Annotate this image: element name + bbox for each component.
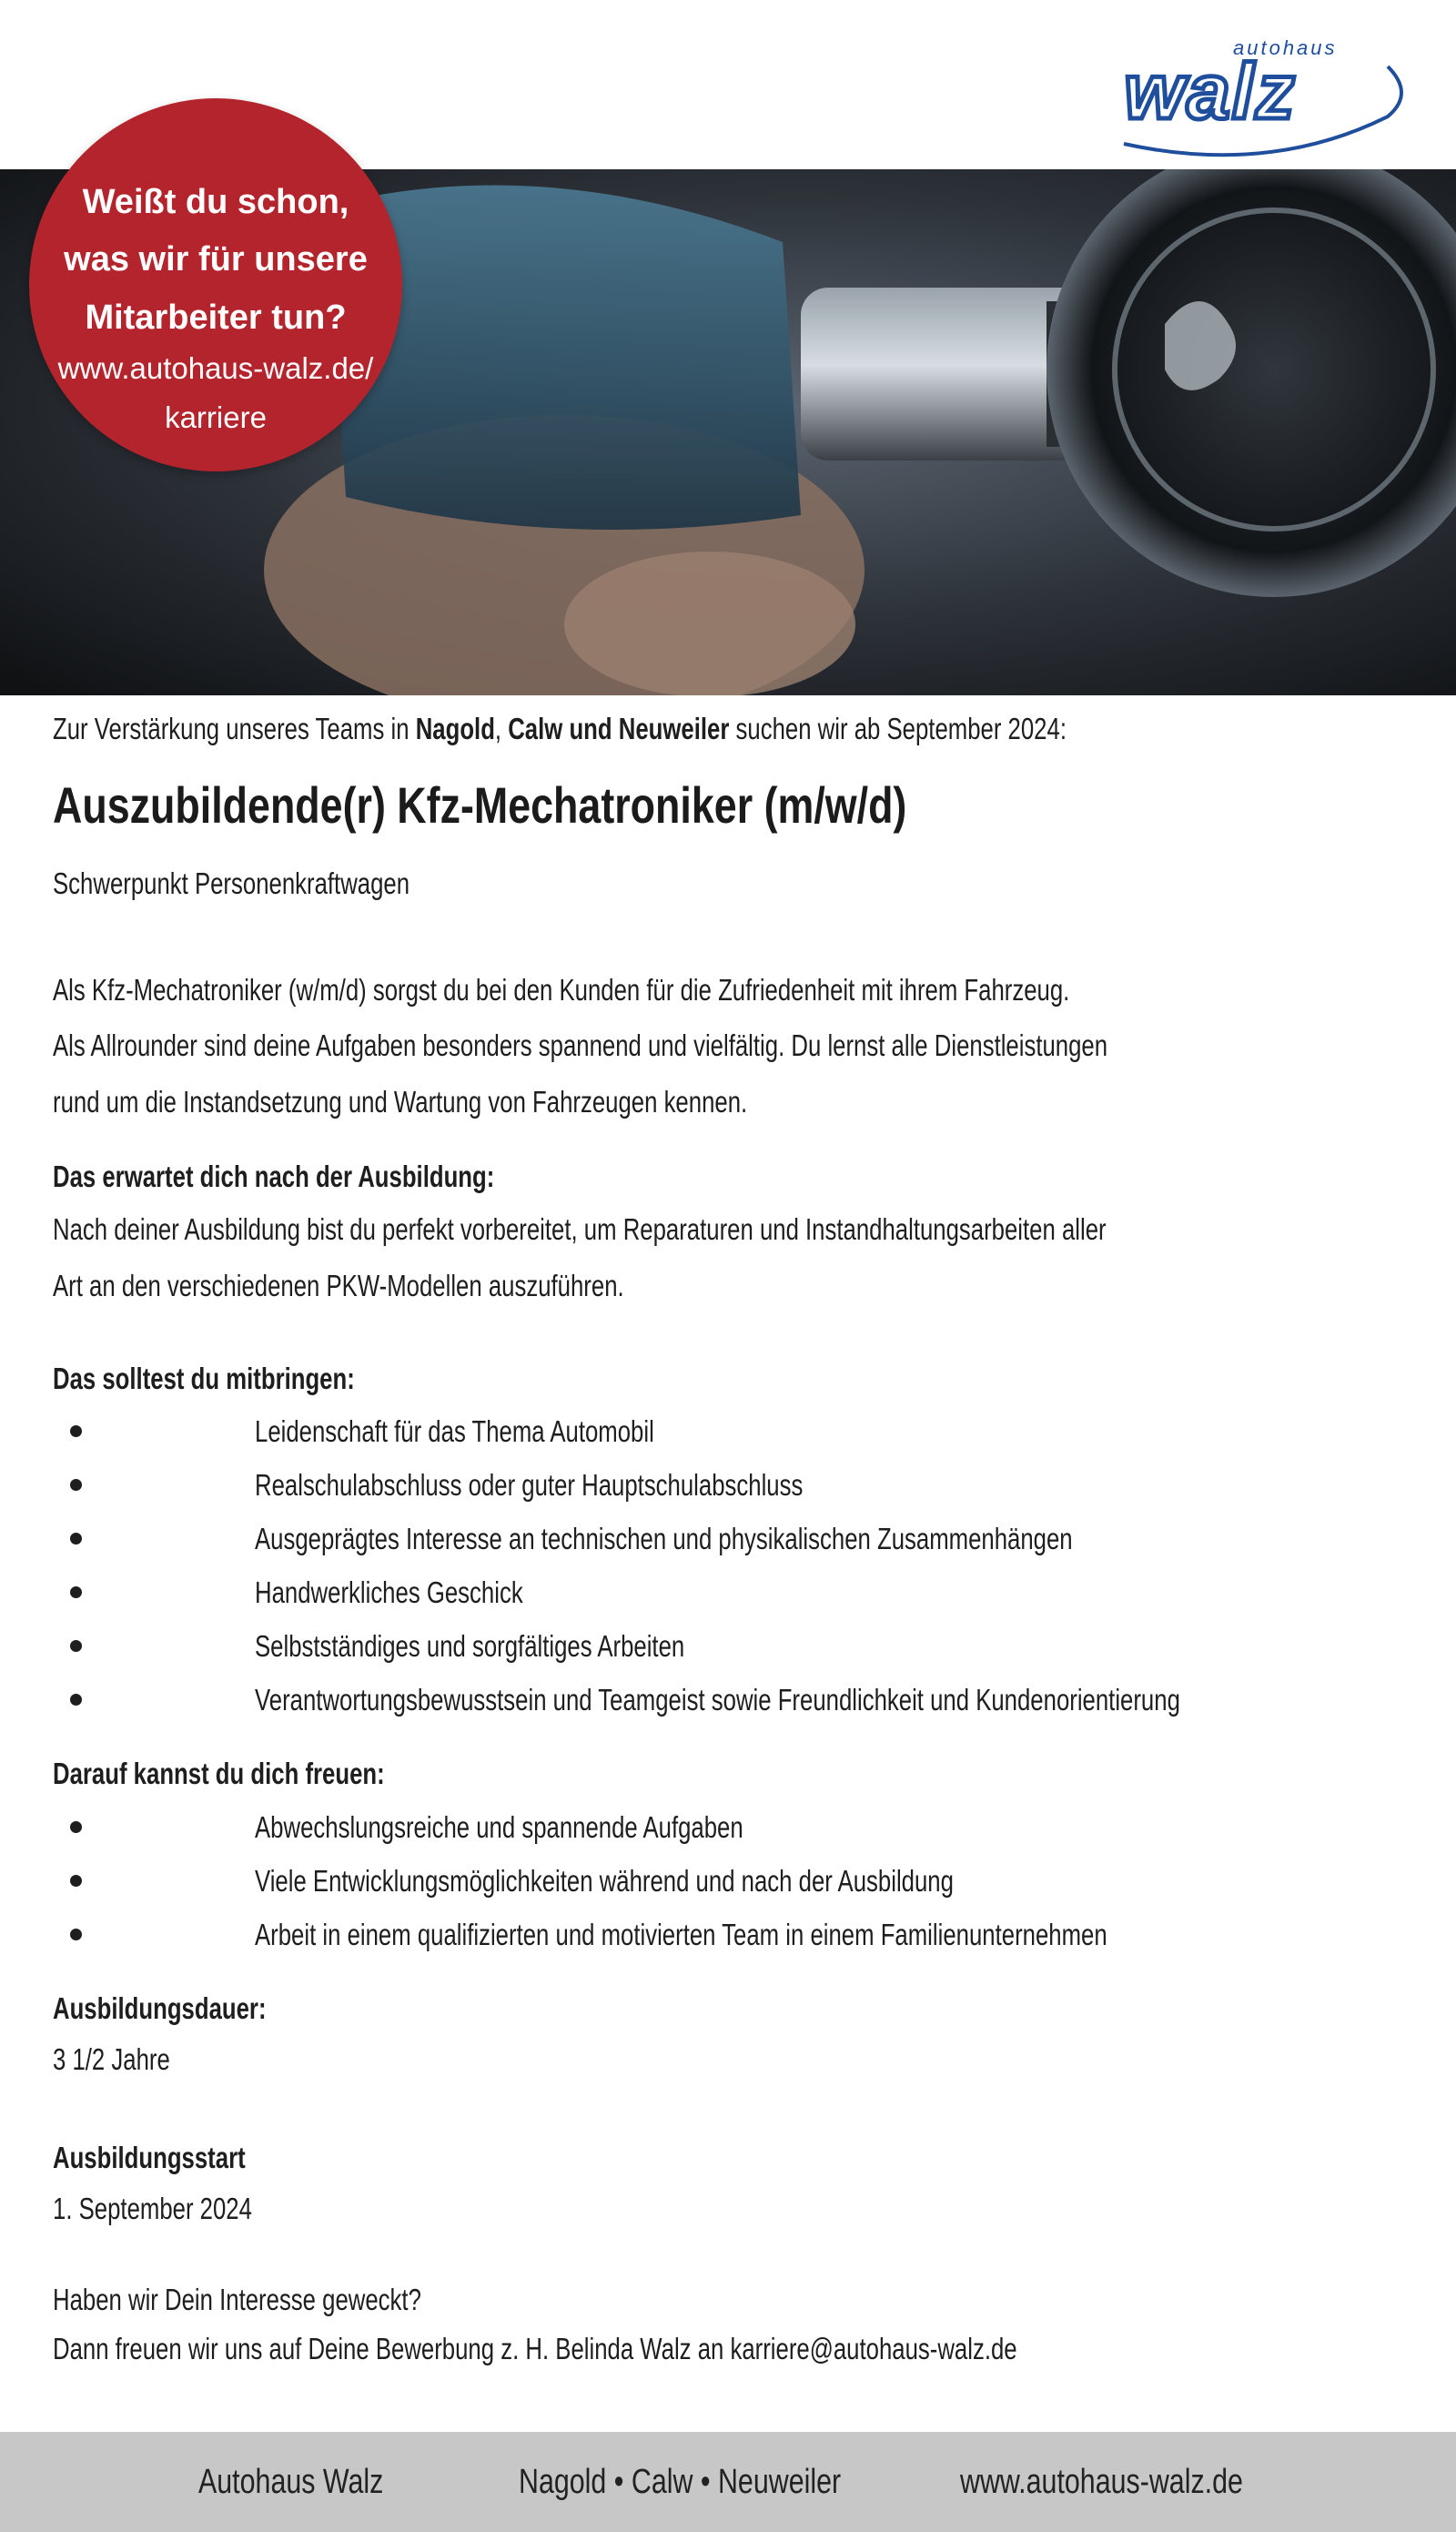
list-item bbox=[0, 1404, 1456, 1458]
list-item bbox=[0, 1800, 1456, 1854]
footer-locations: Nagold • Calw • Neuweiler bbox=[519, 2463, 842, 2501]
footer-website[interactable]: www.autohaus-walz.de bbox=[960, 2463, 1243, 2501]
autohaus-walz-logo bbox=[1115, 16, 1415, 162]
list-item bbox=[0, 1619, 1456, 1673]
badge-url-2[interactable]: karriere bbox=[165, 400, 267, 434]
duration-heading: Ausbildungsdauer: bbox=[53, 1991, 267, 2025]
badge-url-1[interactable]: www.autohaus-walz.de/ bbox=[57, 351, 374, 385]
start-value: 1. September 2024 bbox=[53, 2192, 252, 2225]
requirements-list bbox=[0, 1404, 1456, 1727]
list-item bbox=[0, 1854, 1456, 1908]
duration-value: 3 1/2 Jahre bbox=[53, 2042, 170, 2076]
closing-line-2: Dann freuen wir uns auf Deine Bewerbung z. H. Belinda Walz an karriere@autohaus-walz.de bbox=[53, 2332, 1017, 2365]
intro-separator: , bbox=[494, 712, 509, 745]
description-line-1: Als Kfz-Mechatroniker (w/m/d) sorgst du bei den Kunden für die Zufriedenheit mit ihrem Fahrzeug. bbox=[53, 973, 1070, 1007]
footer-bar bbox=[0, 2432, 1456, 2532]
bullet-icon bbox=[70, 1694, 82, 1706]
intro-after: suchen wir ab September 2024: bbox=[729, 712, 1067, 745]
careers-badge[interactable] bbox=[29, 98, 402, 471]
job-subtitle: Schwerpunkt Personenkraftwagen bbox=[53, 866, 410, 900]
badge-line-3: Mitarbeiter tun? bbox=[85, 299, 347, 337]
intro-location-2: Calw und Neuweiler bbox=[508, 712, 730, 745]
bullet-icon bbox=[70, 1533, 82, 1545]
badge-line-1: Weißt du schon, bbox=[82, 183, 349, 221]
bullet-icon bbox=[70, 1875, 82, 1887]
description-line-3: rund um die Instandsetzung und Wartung von Fahrzeugen kennen. bbox=[53, 1085, 748, 1119]
description-line-2: Als Allrounder sind deine Aufgaben besonders spannend und vielfältig. Du lernst alle Dienstleistungen bbox=[53, 1028, 1108, 1062]
job-title: Auszubildende(r) Kfz-Mechatroniker (m/w/d) bbox=[53, 776, 907, 834]
bullet-icon bbox=[70, 1479, 82, 1491]
badge-line-2: was wir für unsere bbox=[64, 240, 368, 279]
intro-line bbox=[53, 701, 1067, 757]
bullet-icon bbox=[70, 1586, 82, 1598]
list-item bbox=[0, 1673, 1456, 1727]
closing-line-1: Haben wir Dein Interesse geweckt? bbox=[53, 2283, 421, 2316]
benefits-heading: Darauf kannst du dich freuen: bbox=[53, 1757, 385, 1790]
footer-company: Autohaus Walz bbox=[198, 2463, 384, 2501]
requirement-text: Leidenschaft für das Thema Automobil bbox=[255, 1414, 654, 1448]
benefit-text: Abwechslungsreiche und spannende Aufgaben bbox=[255, 1810, 743, 1844]
list-item bbox=[0, 1565, 1456, 1619]
logo-small-text: autohaus bbox=[1233, 36, 1338, 59]
bullet-icon bbox=[70, 1821, 82, 1833]
list-item bbox=[0, 1458, 1456, 1512]
benefit-text: Arbeit in einem qualifizierten und motivierten Team in einem Familienunternehmen bbox=[255, 1918, 1107, 1951]
requirement-text: Ausgeprägtes Interesse an technischen und physikalischen Zusammenhängen bbox=[255, 1522, 1073, 1555]
requirement-text: Selbstständiges und sorgfältiges Arbeiten bbox=[255, 1629, 685, 1663]
requirement-text: Realschulabschluss oder guter Hauptschulabschluss bbox=[255, 1468, 804, 1502]
requirement-text: Verantwortungsbewusstsein und Teamgeist sowie Freundlichkeit und Kundenorientierung bbox=[255, 1683, 1180, 1717]
start-heading: Ausbildungsstart bbox=[53, 2141, 246, 2174]
requirements-heading: Das solltest du mitbringen: bbox=[53, 1362, 355, 1395]
list-item bbox=[0, 1908, 1456, 1961]
after-training-line-1: Nach deiner Ausbildung bist du perfekt vorbereitet, um Reparaturen und Instandhaltungsarbeiten aller bbox=[53, 1212, 1107, 1246]
after-training-line-2: Art an den verschiedenen PKW-Modellen auszuführen. bbox=[53, 1269, 624, 1302]
bullet-icon bbox=[70, 1929, 82, 1940]
logo-brand-text: walz bbox=[1124, 48, 1297, 136]
intro-location-1: Nagold bbox=[415, 712, 495, 745]
benefit-text: Viele Entwicklungsmöglichkeiten während und nach der Ausbildung bbox=[255, 1864, 954, 1898]
bullet-icon bbox=[70, 1640, 82, 1652]
requirement-text: Handwerkliches Geschick bbox=[255, 1575, 523, 1609]
intro-before: Zur Verstärkung unseres Teams in bbox=[53, 712, 416, 745]
list-item bbox=[0, 1512, 1456, 1565]
after-training-heading: Das erwartet dich nach der Ausbildung: bbox=[53, 1160, 495, 1193]
bullet-icon bbox=[70, 1425, 82, 1437]
benefits-list bbox=[0, 1800, 1456, 1961]
